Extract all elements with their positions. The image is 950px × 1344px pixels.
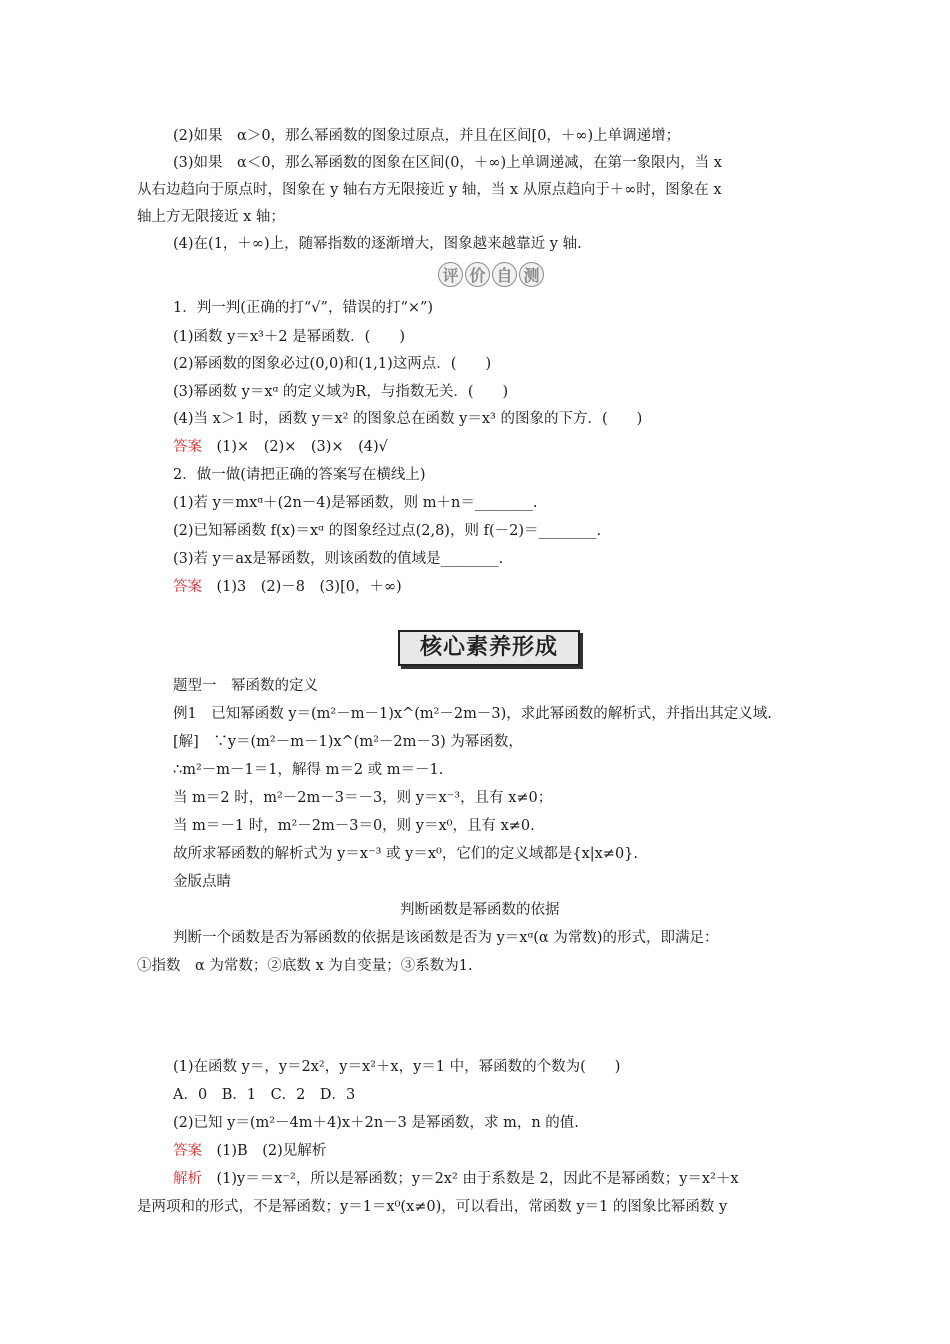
tip-text-line-1: 判断一个函数是否为幂函数的依据是该函数是否为 y＝xᵅ(α 为常数)的形式，即满足：: [173, 930, 719, 946]
answer-label: 答案: [173, 439, 202, 455]
tip-label: 金版点睛: [173, 874, 231, 890]
question-1-item: (1)函数 y＝x³＋2 是幂函数．( ): [173, 329, 405, 345]
badge-char: 价: [465, 262, 490, 287]
practice-question-2: (2)已知 y＝(m²－4m＋4)x＋2n－3 是幂函数，求 m，n 的值.: [173, 1115, 579, 1131]
question-1-answer: [173, 437, 388, 457]
tip-text-line-2: ①指数 α 为常数；②底数 x 为自变量；③系数为1.: [137, 958, 473, 974]
answer-text: (1)3 (2)－8 (3)[0，＋∞): [202, 579, 402, 595]
badge-char: 测: [519, 262, 544, 287]
answer-text: (1)× (2)× (3)× (4)√: [202, 439, 388, 455]
solution-line: 当 m＝－1 时，m²－2m－3＝0，则 y＝x⁰，且有 x≠0.: [173, 818, 535, 834]
property-2: (2)如果 α＞0，那么幂函数的图象过原点，并且在区间[0，＋∞)上单调递增；: [173, 128, 681, 144]
question-2-item: (3)若 y＝ax是幂函数，则该函数的值域是________.: [173, 551, 504, 567]
practice-options: A．0 B．1 C．2 D．3: [173, 1087, 356, 1103]
question-2-answer: [173, 577, 402, 597]
answer-text: (1)B (2)见解析: [202, 1143, 327, 1159]
question-1-item: (4)当 x＞1 时，函数 y＝x² 的图象总在函数 y＝x³ 的图象的下方．( ): [173, 411, 643, 427]
solution-line: 故所求幂函数的解析式为 y＝x⁻³ 或 y＝x⁰，它们的定义域都是{x|x≠0}.: [173, 846, 639, 862]
badge-char: 评: [438, 262, 463, 287]
answer-label: 答案: [173, 1143, 202, 1159]
section-heading: 核心素养形成: [398, 630, 580, 666]
analysis-text: (1)y＝＝x⁻²，所以是幂函数；y＝2x² 由于系数是 2，因此不是幂函数；y＝x²＋x: [202, 1171, 739, 1187]
solution-line: 当 m＝2 时，m²－2m－3＝－3，则 y＝x⁻³，且有 x≠0；: [173, 790, 553, 806]
question-2-item: (1)若 y＝mxᵅ＋(2n－4)是幂函数，则 m＋n＝________.: [173, 495, 538, 511]
self-assessment-badge: [438, 262, 544, 292]
practice-question-1: (1)在函数 y＝，y＝2x²，y＝x²＋x，y＝1 中，幂函数的个数为( ): [173, 1059, 621, 1075]
solution-line: [解] ∵y＝(m²－m－1)x^(m²－2m－3) 为幂函数，: [173, 734, 523, 750]
type-1-title: 题型一 幂函数的定义: [173, 678, 318, 694]
property-3-line-1: (3)如果 α＜0，那么幂函数的图象在区间(0，＋∞)上单调递减，在第一象限内，当 x: [173, 155, 722, 171]
example-1: 例1 已知幂函数 y＝(m²－m－1)x^(m²－2m－3)，求此幂函数的解析式，并指出其定义域.: [173, 706, 772, 722]
practice-analysis-line-1: [173, 1169, 739, 1189]
property-4: (4)在(1，＋∞)上，随幂指数的逐渐增大，图象越来越靠近 y 轴.: [173, 236, 582, 252]
solution-line: ∴m²－m－1＝1，解得 m＝2 或 m＝－1.: [173, 762, 444, 778]
practice-answer: [173, 1141, 326, 1161]
question-2-item: (2)已知幂函数 f(x)＝xᵅ 的图象经过点(2,8)，则 f(－2)＝________.: [173, 523, 602, 539]
analysis-label: 解析: [173, 1171, 202, 1187]
property-3-line-3: 轴上方无限接近 x 轴；: [137, 209, 285, 225]
question-1-item: (2)幂函数的图象必过(0,0)和(1,1)这两点．( ): [173, 356, 492, 372]
tip-title: 判断函数是幂函数的依据: [400, 902, 560, 918]
question-2-title: 2．做一做(请把正确的答案写在横线上): [173, 467, 426, 483]
property-3-line-2: 从右边趋向于原点时，图象在 y 轴右方无限接近 y 轴，当 x 从原点趋向于＋∞时，图象在 x: [137, 182, 722, 198]
answer-label: 答案: [173, 579, 202, 595]
practice-analysis-line-2: 是两项和的形式，不是幂函数；y＝1＝x⁰(x≠0)，可以看出，常函数 y＝1 的图象比幂函数 y: [137, 1199, 728, 1215]
question-1-title: 1．判一判(正确的打“√”，错误的打“×”): [173, 300, 434, 316]
badge-char: 自: [492, 262, 517, 287]
question-1-item: (3)幂函数 y＝xᵅ 的定义域为R，与指数无关．( ): [173, 384, 509, 400]
